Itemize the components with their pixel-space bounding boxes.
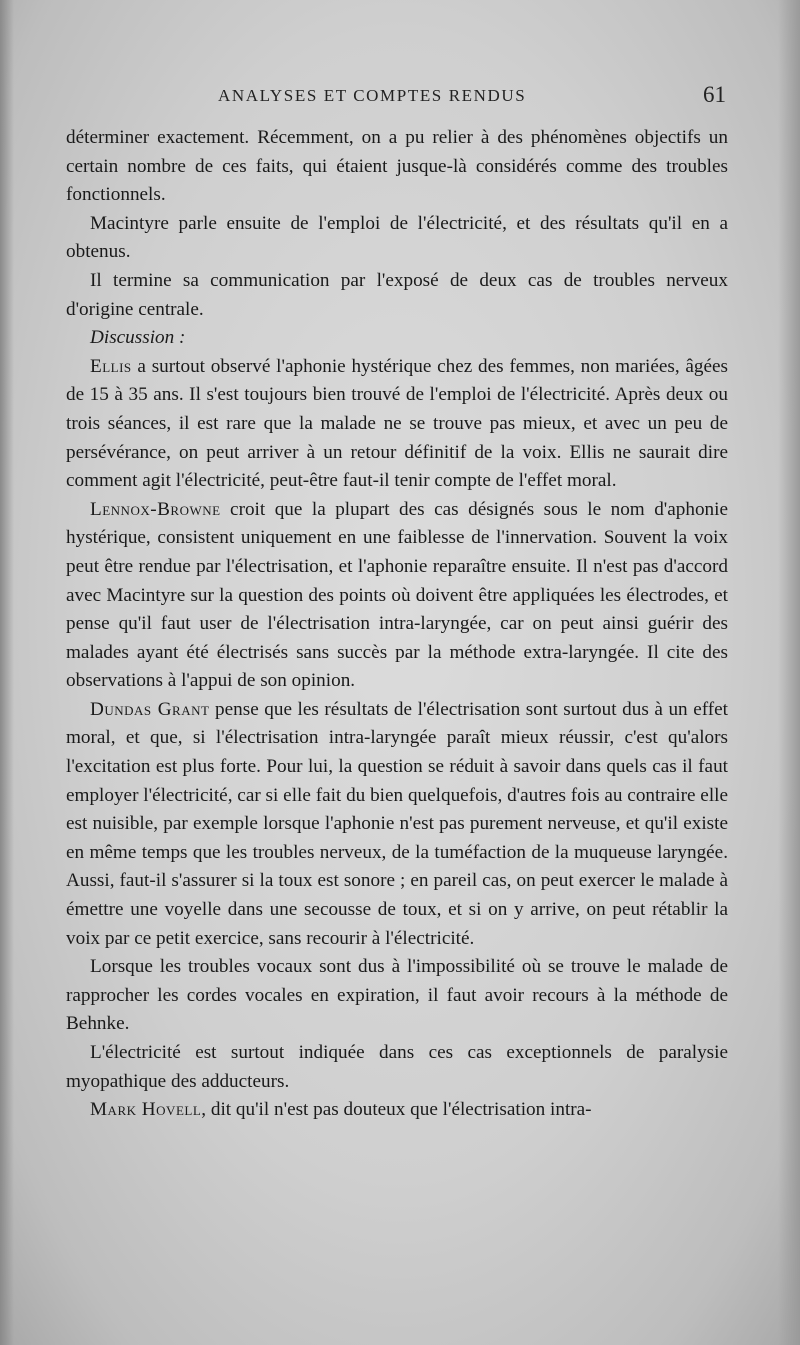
paragraph-3: Il termine sa communication par l'exposé de deux cas de troubles nerveux d'origine centrale. xyxy=(66,269,728,320)
left-edge-shadow xyxy=(0,0,14,1345)
speaker-name: Dundas Grant xyxy=(90,698,210,720)
page-number: 61 xyxy=(703,82,726,107)
paragraph-text: pense que les résultats de l'électrisation sont surtout dus à un effet moral, et que, si l'électrisation intra-laryngée paraît mieux réussir, c'est qu'alors l'excitation est plus forte. Pour lui, la question se réduit à savoir dans quels cas il faut employer l'électricité, car si elle fait du bien quelquefois, d'autres fois au contraire elle est nuisible, par exemple lorsque l'aphonie n'est pas purement nerveuse, et qu'il existe en même temps que les troubles nerveux, de la tuméfaction de la muqueuse laryngée. Aussi, faut-il s'assurer si la toux est sonore ; en pareil cas, on peut exercer le malade à émettre une voyelle dans une secousse de toux, et si on y arrive, on peut rétablir la voix par ce petit exercice, sans recourir à l'électricité. xyxy=(66,698,728,949)
paragraph-text: croit que la plupart des cas désignés sous le nom d'aphonie hystérique, consistent uniquement en une faiblesse de l'innervation. Souvent la voix peut être rendue par l'électrisation, et l'aphonie reparaître ensuite. Il n'est pas d'accord avec Macintyre sur la question des points où doivent être appliquées les électrodes, et pense qu'il faut user de l'électrisation intra-laryngée, car on peut ainsi guérir des malades ayant été électrisés sans succès par la méthode extra-laryngée. Il cite des observations à l'appui de son opinion. xyxy=(66,498,728,692)
discussion-label: Discussion : xyxy=(90,327,186,349)
paragraph-9: L'électricité est surtout indiquée dans ces cas exceptionnels de paralysie myopathique des adducteurs. xyxy=(66,1042,728,1092)
paragraph-text: a surtout observé l'aphonie hystérique chez des femmes, non mariées, âgées de 15 à 35 ans. Il s'est toujours bien trouvé de l'emploi de l'électricité. Après deux ou trois séances, il est rare que la malade ne se trouve pas mieux, et avec un peu de persévérance, on peut arriver à un retour définitif de la voix. Ellis ne saurait dire comment agit l'électricité, peut-être faut-il tenir compte de l'effet moral. xyxy=(66,355,728,492)
paragraph-text: , dit qu'il n'est pas douteux que l'électrisation intra- xyxy=(201,1099,592,1121)
speaker-name: Ellis xyxy=(90,355,132,377)
speaker-name: Mark Hovell xyxy=(90,1099,202,1121)
paragraph-ellis xyxy=(66,353,728,496)
paragraph-mark-hovell xyxy=(66,1096,728,1125)
discussion-heading xyxy=(66,324,728,353)
paragraph-8: Lorsque les troubles vocaux sont dus à l'impossibilité où se trouve le malade de rapprocher les cordes vocales en expiration, il faut avoir recours à la méthode de Behnke. xyxy=(66,956,728,1035)
body-text xyxy=(66,124,728,1125)
right-edge-shadow xyxy=(778,0,800,1345)
paragraph-dundas-grant xyxy=(66,696,728,953)
paragraph-2: Macintyre parle ensuite de l'emploi de l'électricité, et des résultats qu'il en a obtenus. xyxy=(66,212,728,263)
speaker-name: Lennox-Browne xyxy=(90,498,221,520)
paragraph-1: déterminer exactement. Récemment, on a pu relier à des phénomènes objectifs un certain nombre de ces faits, qui étaient jusque-là considérés comme des troubles fonctionnels. xyxy=(66,127,728,206)
paragraph-lennox-browne xyxy=(66,496,728,696)
running-title: ANALYSES ET COMPTES RENDUS xyxy=(218,86,527,105)
page-header xyxy=(66,82,726,114)
